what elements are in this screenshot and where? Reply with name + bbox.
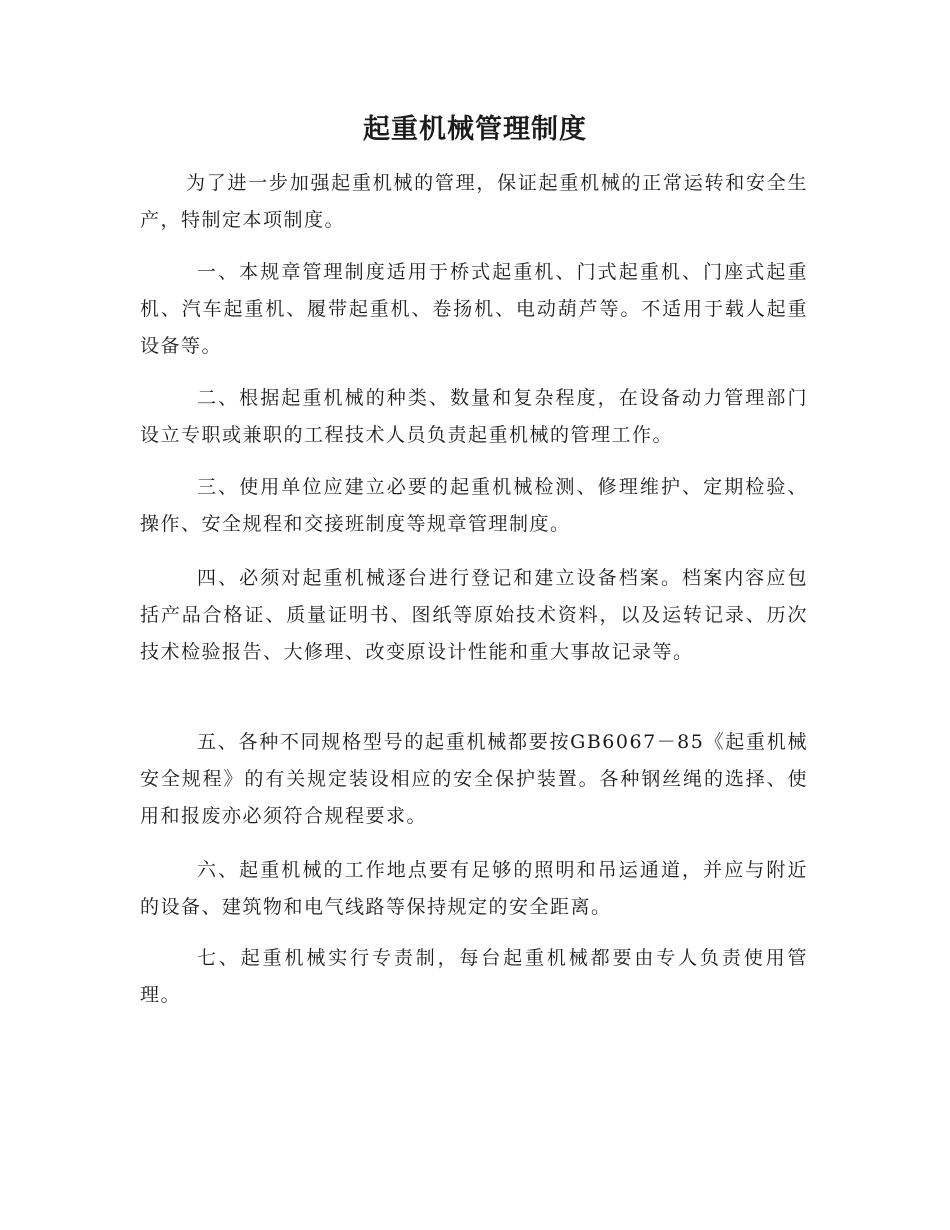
clause-7: 七、起重机械实行专责制，每台起重机械都要由专人负责使用管理。 xyxy=(140,947,808,1006)
clause-6: 六、起重机械的工作地点要有足够的照明和吊运通道，并应与附近的设备、建筑物和电气线路等保持规定的安全距离。 xyxy=(140,859,808,918)
clause-4: 四、必须对起重机械逐台进行登记和建立设备档案。档案内容应包括产品合格证、质量证明书、图纸等原始技术资料，以及运转记录、历次技术检验报告、大修理、改变原设计性能和重大事故记录等。 xyxy=(140,567,808,663)
intro-paragraph: 为了进一步加强起重机械的管理，保证起重机械的正常运转和安全生产，特制定本项制度。 xyxy=(140,172,808,231)
clause-3: 三、使用单位应建立必要的起重机械检测、修理维护、定期检验、操作、安全规程和交接班制度等规章管理制度。 xyxy=(140,476,808,535)
clause-5: 五、各种不同规格型号的起重机械都要按GB6067－85《起重机械安全规程》的有关规定装设相应的安全保护装置。各种钢丝绳的选择、使用和报废亦必须符合规程要求。 xyxy=(140,731,808,827)
clause-2: 二、根据起重机械的种类、数量和复杂程度，在设备动力管理部门设立专职或兼职的工程技术人员负责起重机械的管理工作。 xyxy=(140,387,808,446)
document-title: 起重机械管理制度 xyxy=(363,114,587,145)
clause-1: 一、本规章管理制度适用于桥式起重机、门式起重机、门座式起重机、汽车起重机、履带起重机、卷扬机、电动葫芦等。不适用于载人起重设备等。 xyxy=(140,261,808,357)
